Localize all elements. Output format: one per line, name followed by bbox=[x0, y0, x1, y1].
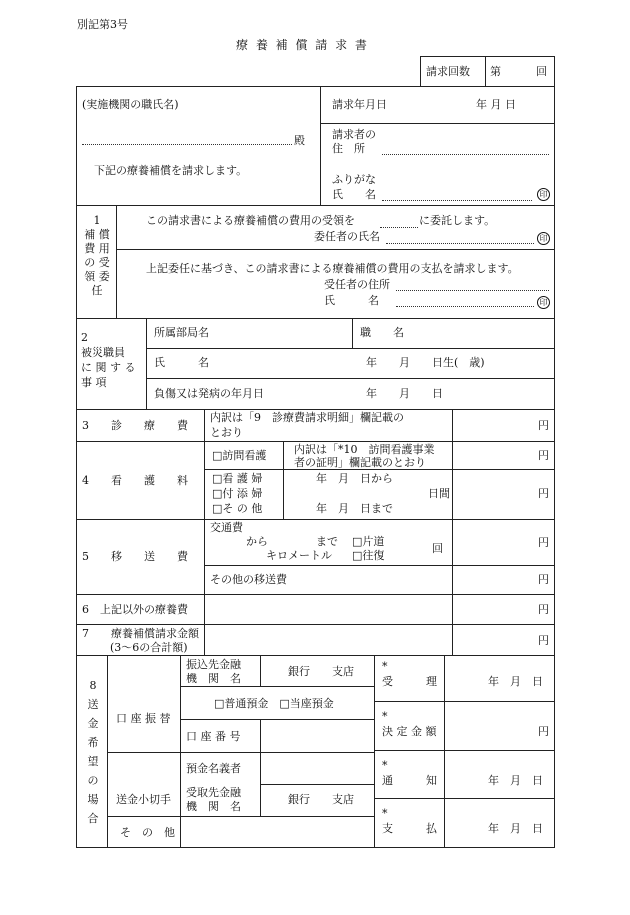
row3-desc-2: とおり bbox=[210, 426, 243, 439]
dono-label: 殿 bbox=[294, 134, 305, 147]
office-mark: * bbox=[382, 759, 388, 772]
roundtrip-checkbox[interactable]: □往復 bbox=[352, 549, 385, 562]
office-received-label: 受 理 bbox=[382, 675, 437, 688]
trustee-address-label: 受任者の住所 bbox=[324, 278, 390, 291]
yen-label: 円 bbox=[538, 725, 549, 738]
visit-nursing-desc-1: 内訳は「*10 訪問看護事業 bbox=[294, 443, 435, 456]
office-received-ymd: 年 月 日 bbox=[488, 675, 543, 688]
request-date-ymd: 年 月 日 bbox=[476, 98, 516, 111]
delegation-text-b: に委託します。 bbox=[419, 214, 496, 227]
delegation-text-a: この請求書による療養補償の費用の受領を bbox=[146, 214, 355, 227]
employee-name-label: 氏 名 bbox=[154, 356, 209, 369]
delegator-name-field[interactable] bbox=[386, 243, 534, 244]
yen-label: 円 bbox=[538, 603, 549, 616]
transport-to: まで bbox=[316, 535, 338, 548]
trustee-name-field[interactable] bbox=[396, 306, 534, 307]
dept-label: 所属部局名 bbox=[154, 326, 209, 339]
bank-branch-label: 銀行 支店 bbox=[288, 665, 354, 678]
claimant-name-label: 氏 名 bbox=[332, 188, 376, 201]
claim-count-kai: 回 bbox=[536, 65, 547, 78]
claim-count-dai: 第 bbox=[490, 65, 501, 78]
attendant-checkbox[interactable]: □付 添 婦 bbox=[212, 487, 263, 500]
claimant-label-1: 請求者の bbox=[332, 128, 376, 141]
bank-name-label-1: 振込先金融 bbox=[186, 658, 241, 671]
transport-label: 交通費 bbox=[210, 521, 243, 534]
seal-mark: 印 bbox=[537, 188, 550, 201]
oneway-checkbox[interactable]: □片道 bbox=[352, 535, 385, 548]
trustee-name-label: 氏 名 bbox=[324, 294, 379, 307]
account-number-label: 口 座 番 号 bbox=[186, 730, 241, 743]
other-method-label: そ の 他 bbox=[120, 826, 175, 839]
yen-label: 円 bbox=[538, 487, 549, 500]
office-mark: * bbox=[382, 807, 388, 820]
section8-label: 8 送 金 希 望 の 場 合 bbox=[87, 679, 99, 825]
row3-desc-1: 内訳は「9 診療費請求明細」欄記載の bbox=[210, 411, 404, 424]
nursing-days: 日間 bbox=[428, 487, 450, 500]
birth-date-label: 年 月 日生( 歳) bbox=[366, 356, 485, 369]
delegate-field[interactable] bbox=[380, 227, 418, 228]
nurse-checkbox[interactable]: □看 護 婦 bbox=[212, 472, 263, 485]
office-mark: * bbox=[382, 710, 388, 723]
office-payment-ymd: 年 月 日 bbox=[488, 822, 543, 835]
seal-mark: 印 bbox=[537, 296, 550, 309]
office-amount-label: 決 定 金 額 bbox=[382, 725, 437, 738]
claimant-address-label: 住 所 bbox=[332, 142, 365, 155]
post-label: 職 名 bbox=[360, 326, 404, 339]
claimant-name-field[interactable] bbox=[382, 200, 532, 201]
request-text: 下記の療養補償を請求します。 bbox=[94, 164, 248, 177]
payment-request-text: 上記委任に基づき、この請求書による療養補償の費用の支払を請求します。 bbox=[146, 262, 519, 275]
visit-nursing-checkbox[interactable]: □訪問看護 bbox=[212, 449, 267, 462]
account-holder-label: 預金名義者 bbox=[186, 762, 241, 775]
section1-label: 1 補 償 費 用 の 受 領 委 任 bbox=[84, 214, 110, 297]
yen-label: 円 bbox=[538, 573, 549, 586]
office-notice-ymd: 年 月 日 bbox=[488, 774, 543, 787]
claimant-address-field[interactable] bbox=[382, 154, 549, 155]
yen-label: 円 bbox=[538, 536, 549, 549]
office-notice-label: 通 知 bbox=[382, 774, 437, 787]
other-transport-label: その他の移送費 bbox=[210, 573, 287, 586]
recv-bank-label-2: 機 関 名 bbox=[186, 800, 241, 813]
trustee-address-field[interactable] bbox=[396, 290, 549, 291]
recv-branch-label: 銀行 支店 bbox=[288, 793, 354, 806]
transport-km: キロメートル bbox=[266, 549, 332, 562]
yen-label: 円 bbox=[538, 449, 549, 462]
nursing-from-date: 年 月 日から bbox=[316, 472, 393, 485]
seal-mark: 印 bbox=[537, 232, 550, 245]
transport-from: から bbox=[246, 535, 268, 548]
row6-label: 6 上記以外の療養費 bbox=[82, 603, 188, 616]
yen-label: 円 bbox=[538, 419, 549, 432]
row4-label: 4 看 護 料 bbox=[82, 474, 188, 487]
office-payment-label: 支 払 bbox=[382, 822, 437, 835]
claim-form bbox=[76, 56, 555, 848]
recv-bank-label-1: 受取先金融 bbox=[186, 786, 241, 799]
addressee-field[interactable] bbox=[82, 144, 292, 145]
addressee-org-label: (実施機関の職氏名) bbox=[82, 98, 179, 111]
furigana-label: ふりがな bbox=[332, 173, 376, 186]
injury-date-ymd: 年 月 日 bbox=[366, 387, 443, 400]
row7-sub-label: (3～6の合計額) bbox=[110, 641, 188, 654]
other-nursing-checkbox[interactable]: □そ の 他 bbox=[212, 502, 263, 515]
form-number: 別記第3号 bbox=[77, 18, 128, 31]
row3-label: 3 診 療 費 bbox=[82, 419, 188, 432]
nursing-until-date: 年 月 日まで bbox=[316, 502, 393, 515]
request-date-label: 請求年月日 bbox=[332, 98, 387, 111]
delegator-name-label: 委任者の氏名 bbox=[314, 230, 380, 243]
bank-name-label-2: 機 関 名 bbox=[186, 672, 241, 685]
cheque-label: 送金小切手 bbox=[116, 793, 171, 806]
account-transfer-label: 口 座 振 替 bbox=[116, 712, 171, 725]
transport-times: 回 bbox=[432, 542, 443, 555]
claim-count-label: 請求回数 bbox=[426, 65, 470, 78]
deposit-type-checkbox[interactable]: □普通預金 □当座預金 bbox=[214, 697, 334, 710]
row5-label: 5 移 送 費 bbox=[82, 550, 188, 563]
injury-date-label: 負傷又は発病の年月日 bbox=[154, 387, 264, 400]
office-mark: * bbox=[382, 660, 388, 673]
section2-label: 2 被災職員 に 関 す る 事 項 bbox=[81, 331, 136, 389]
visit-nursing-desc-2: 者の証明」欄記載のとおり bbox=[294, 456, 426, 469]
row7-label: 7 療養補償請求金額 bbox=[82, 627, 199, 640]
page-title: 療 養 補 償 請 求 書 bbox=[236, 38, 369, 52]
yen-label: 円 bbox=[538, 634, 549, 647]
